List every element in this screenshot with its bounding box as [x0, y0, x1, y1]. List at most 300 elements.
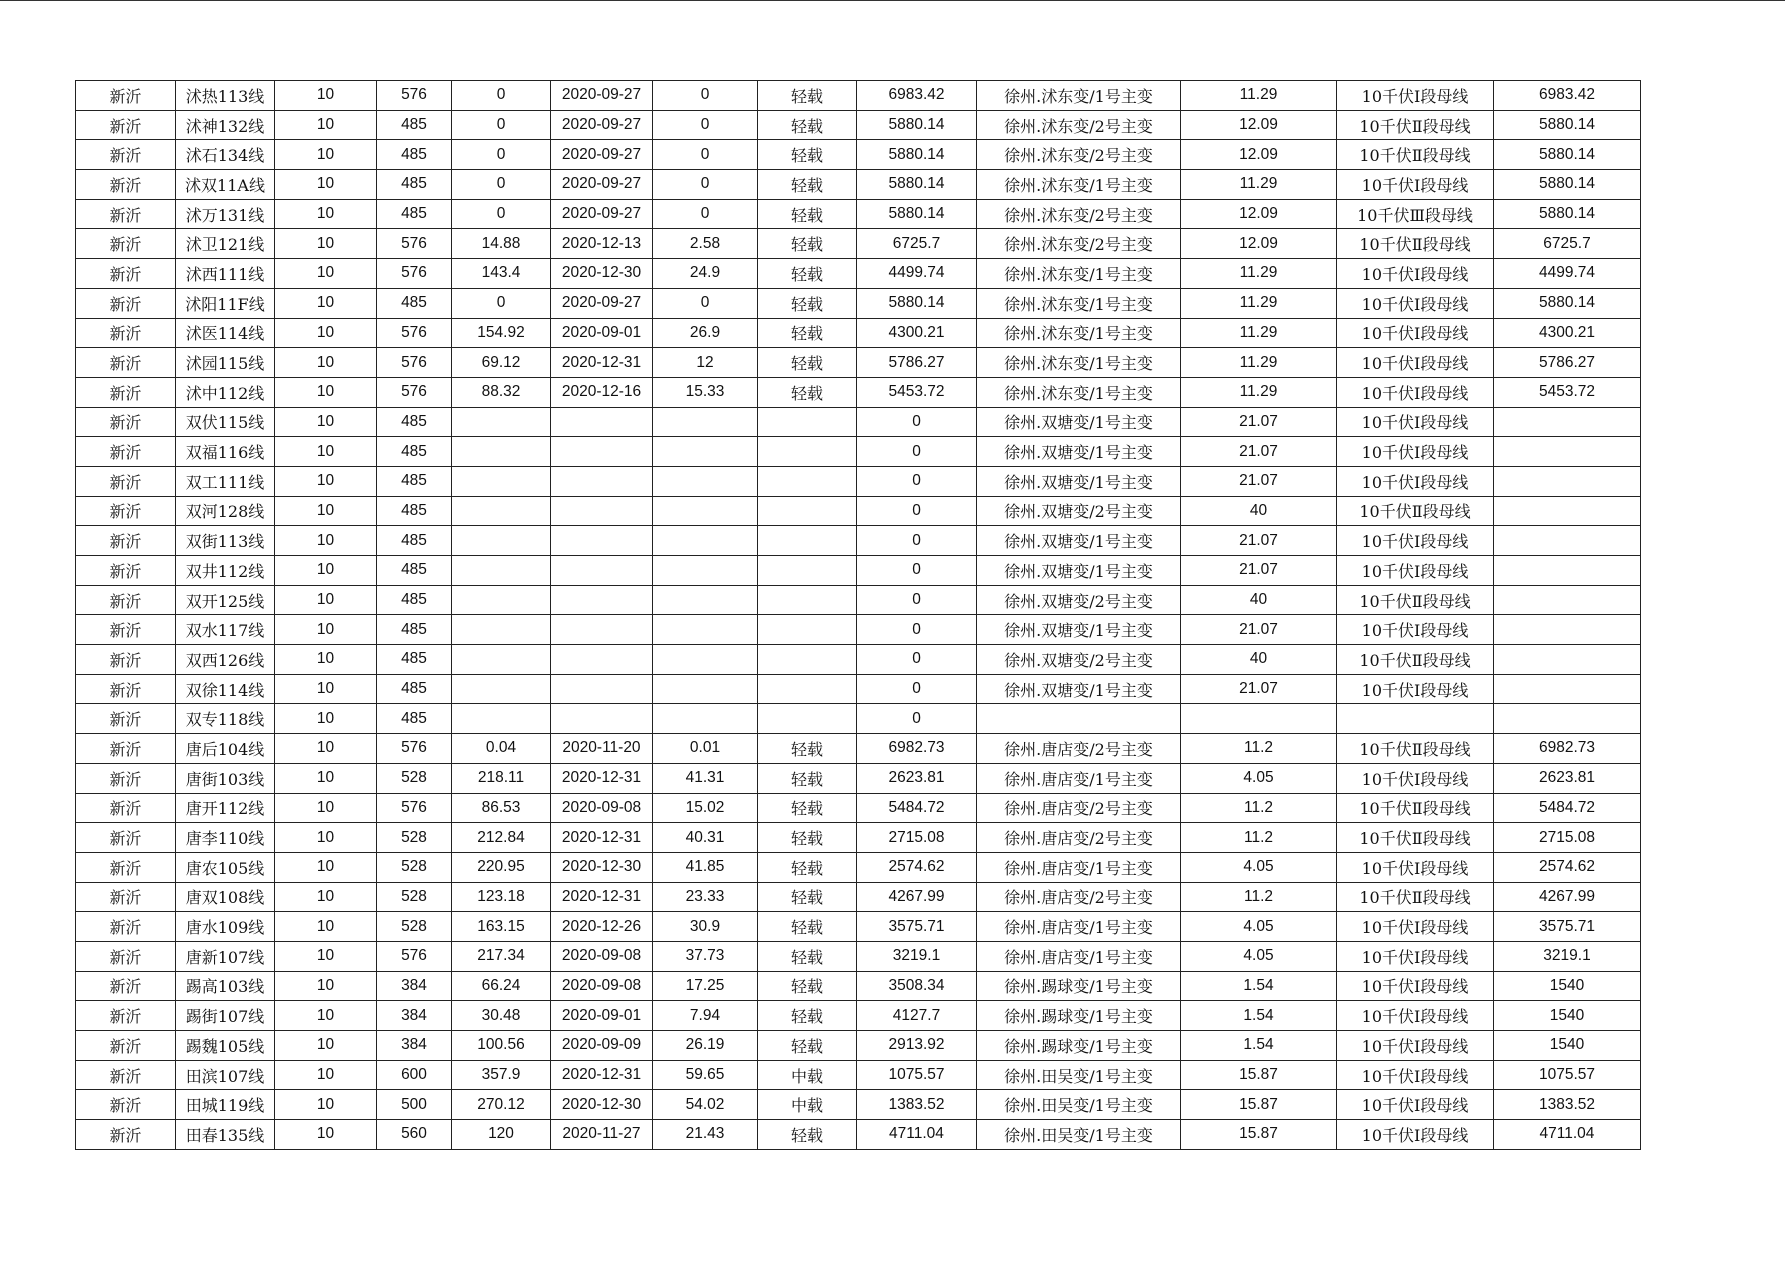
cell-load-rate: 2.58: [653, 229, 758, 259]
table-row: [76, 526, 1641, 556]
cell-voltage: 10: [275, 941, 377, 971]
cell-load-rate: 0: [653, 81, 758, 111]
cell-voltage: 10: [275, 704, 377, 734]
cell-load-status: [758, 407, 857, 437]
cell-load-rate: 15.33: [653, 377, 758, 407]
cell-voltage: 10: [275, 496, 377, 526]
cell-line-name: 沭中112线: [176, 377, 275, 407]
cell-available-capacity: 5880.14: [1494, 170, 1641, 200]
cell-region: 新沂: [76, 229, 176, 259]
cell-load-rate: 0: [653, 140, 758, 170]
cell-max-current: 270.12: [452, 1090, 551, 1120]
cell-rated-current: 576: [377, 259, 452, 289]
cell-line-name: 踢高103线: [176, 971, 275, 1001]
cell-load-rate: [653, 645, 758, 675]
cell-load-rate: 0: [653, 288, 758, 318]
cell-transformer: 徐州.唐店变/2号主变: [977, 734, 1181, 764]
cell-line-name: 唐开112线: [176, 793, 275, 823]
cell-margin: 2574.62: [857, 852, 977, 882]
cell-max-current: [452, 437, 551, 467]
cell-rated-current: 485: [377, 407, 452, 437]
cell-line-name: 双伏115线: [176, 407, 275, 437]
cell-transformer: 徐州.唐店变/1号主变: [977, 941, 1181, 971]
cell-rated-current: 485: [377, 556, 452, 586]
table-row: [76, 466, 1641, 496]
cell-rated-current: 576: [377, 377, 452, 407]
cell-voltage: 10: [275, 1031, 377, 1061]
cell-transformer-load: 21.07: [1181, 437, 1337, 467]
cell-date: 2020-12-31: [551, 348, 653, 378]
cell-margin: 1383.52: [857, 1090, 977, 1120]
cell-margin: 0: [857, 615, 977, 645]
cell-margin: 0: [857, 526, 977, 556]
cell-margin: 0: [857, 466, 977, 496]
cell-rated-current: 485: [377, 140, 452, 170]
cell-margin: 0: [857, 645, 977, 675]
cell-line-name: 沭阳11F线: [176, 288, 275, 318]
cell-rated-current: 485: [377, 585, 452, 615]
cell-transformer-load: 11.29: [1181, 259, 1337, 289]
cell-voltage: 10: [275, 1120, 377, 1150]
cell-date: 2020-12-31: [551, 823, 653, 853]
cell-load-rate: 17.25: [653, 971, 758, 1001]
cell-transformer: 徐州.沭东变/1号主变: [977, 348, 1181, 378]
cell-transformer-load: 11.2: [1181, 734, 1337, 764]
cell-load-rate: [653, 704, 758, 734]
cell-max-current: 0: [452, 110, 551, 140]
cell-available-capacity: 3575.71: [1494, 912, 1641, 942]
cell-busbar: 10千伏Ⅰ段母线: [1337, 1090, 1494, 1120]
cell-load-rate: [653, 407, 758, 437]
cell-max-current: 120: [452, 1120, 551, 1150]
cell-line-name: 双井112线: [176, 556, 275, 586]
cell-busbar: [1337, 704, 1494, 734]
cell-transformer-load: 4.05: [1181, 852, 1337, 882]
cell-voltage: 10: [275, 882, 377, 912]
cell-load-rate: 15.02: [653, 793, 758, 823]
cell-rated-current: 485: [377, 437, 452, 467]
cell-load-status: [758, 704, 857, 734]
cell-available-capacity: 4267.99: [1494, 882, 1641, 912]
cell-transformer-load: 11.29: [1181, 81, 1337, 111]
cell-margin: 0: [857, 407, 977, 437]
table-row: [76, 585, 1641, 615]
cell-region: 新沂: [76, 81, 176, 111]
cell-region: 新沂: [76, 793, 176, 823]
cell-transformer-load: 1.54: [1181, 1001, 1337, 1031]
cell-line-name: 沭西111线: [176, 259, 275, 289]
cell-region: 新沂: [76, 645, 176, 675]
cell-busbar: 10千伏Ⅰ段母线: [1337, 556, 1494, 586]
cell-load-status: [758, 674, 857, 704]
cell-load-rate: 59.65: [653, 1060, 758, 1090]
table-row: [76, 1001, 1641, 1031]
cell-date: 2020-09-01: [551, 318, 653, 348]
cell-voltage: 10: [275, 615, 377, 645]
cell-load-rate: 0: [653, 170, 758, 200]
cell-max-current: 66.24: [452, 971, 551, 1001]
cell-transformer-load: 21.07: [1181, 556, 1337, 586]
cell-line-name: 双街113线: [176, 526, 275, 556]
cell-margin: 4267.99: [857, 882, 977, 912]
cell-max-current: 154.92: [452, 318, 551, 348]
cell-transformer: 徐州.双塘变/2号主变: [977, 645, 1181, 675]
cell-transformer-load: 21.07: [1181, 615, 1337, 645]
table-row: [76, 259, 1641, 289]
cell-max-current: 69.12: [452, 348, 551, 378]
cell-available-capacity: [1494, 615, 1641, 645]
cell-region: 新沂: [76, 941, 176, 971]
table-row: [76, 852, 1641, 882]
cell-transformer-load: 4.05: [1181, 941, 1337, 971]
cell-region: 新沂: [76, 170, 176, 200]
cell-busbar: 10千伏Ⅰ段母线: [1337, 526, 1494, 556]
cell-max-current: 143.4: [452, 259, 551, 289]
cell-line-name: 沭万131线: [176, 199, 275, 229]
cell-transformer: 徐州.双塘变/2号主变: [977, 585, 1181, 615]
cell-available-capacity: [1494, 674, 1641, 704]
cell-busbar: 10千伏Ⅰ段母线: [1337, 1031, 1494, 1061]
table-body: [76, 81, 1641, 1150]
cell-region: 新沂: [76, 199, 176, 229]
cell-margin: 5453.72: [857, 377, 977, 407]
cell-busbar: 10千伏Ⅰ段母线: [1337, 170, 1494, 200]
cell-transformer: 徐州.踢球变/1号主变: [977, 1031, 1181, 1061]
cell-busbar: 10千伏Ⅱ段母线: [1337, 734, 1494, 764]
cell-voltage: 10: [275, 793, 377, 823]
cell-transformer: 徐州.唐店变/1号主变: [977, 912, 1181, 942]
top-border-line: [0, 0, 1785, 1]
cell-busbar: 10千伏Ⅲ段母线: [1337, 199, 1494, 229]
cell-load-status: 轻载: [758, 852, 857, 882]
cell-date: 2020-09-27: [551, 81, 653, 111]
cell-transformer: 徐州.踢球变/1号主变: [977, 1001, 1181, 1031]
cell-rated-current: 485: [377, 645, 452, 675]
cell-load-status: [758, 556, 857, 586]
table-row: [76, 496, 1641, 526]
table-row: [76, 823, 1641, 853]
cell-rated-current: 576: [377, 229, 452, 259]
cell-transformer: 徐州.沭东变/2号主变: [977, 199, 1181, 229]
cell-date: [551, 556, 653, 586]
cell-voltage: 10: [275, 1090, 377, 1120]
cell-transformer-load: 1.54: [1181, 1031, 1337, 1061]
cell-available-capacity: [1494, 407, 1641, 437]
cell-margin: 0: [857, 437, 977, 467]
cell-transformer-load: 11.29: [1181, 170, 1337, 200]
cell-date: 2020-09-08: [551, 971, 653, 1001]
cell-transformer: 徐州.沭东变/1号主变: [977, 259, 1181, 289]
cell-available-capacity: 5880.14: [1494, 199, 1641, 229]
cell-region: 新沂: [76, 259, 176, 289]
cell-line-name: 唐街103线: [176, 763, 275, 793]
cell-voltage: 10: [275, 437, 377, 467]
cell-load-status: 轻载: [758, 941, 857, 971]
cell-available-capacity: 1075.57: [1494, 1060, 1641, 1090]
cell-load-rate: 30.9: [653, 912, 758, 942]
cell-busbar: 10千伏Ⅱ段母线: [1337, 496, 1494, 526]
cell-transformer-load: 4.05: [1181, 763, 1337, 793]
cell-available-capacity: 5880.14: [1494, 288, 1641, 318]
cell-max-current: 0: [452, 140, 551, 170]
cell-transformer: 徐州.田吴变/1号主变: [977, 1120, 1181, 1150]
cell-date: 2020-11-20: [551, 734, 653, 764]
cell-available-capacity: 4499.74: [1494, 259, 1641, 289]
cell-transformer: 徐州.双塘变/1号主变: [977, 407, 1181, 437]
cell-region: 新沂: [76, 556, 176, 586]
cell-rated-current: 528: [377, 852, 452, 882]
table-row: [76, 229, 1641, 259]
cell-max-current: 0: [452, 199, 551, 229]
cell-load-rate: 37.73: [653, 941, 758, 971]
cell-transformer-load: 12.09: [1181, 229, 1337, 259]
table-row: [76, 793, 1641, 823]
table-row: [76, 615, 1641, 645]
table-row: [76, 318, 1641, 348]
cell-busbar: 10千伏Ⅰ段母线: [1337, 971, 1494, 1001]
cell-available-capacity: [1494, 704, 1641, 734]
cell-rated-current: 485: [377, 199, 452, 229]
cell-date: 2020-09-08: [551, 941, 653, 971]
cell-transformer-load: 21.07: [1181, 526, 1337, 556]
cell-max-current: 100.56: [452, 1031, 551, 1061]
cell-line-name: 沭双11A线: [176, 170, 275, 200]
cell-date: [551, 437, 653, 467]
cell-region: 新沂: [76, 407, 176, 437]
cell-rated-current: 485: [377, 288, 452, 318]
cell-available-capacity: [1494, 526, 1641, 556]
cell-rated-current: 560: [377, 1120, 452, 1150]
cell-line-name: 双工111线: [176, 466, 275, 496]
table-row: [76, 882, 1641, 912]
cell-line-name: 唐新107线: [176, 941, 275, 971]
cell-rated-current: 576: [377, 941, 452, 971]
cell-load-status: 轻载: [758, 377, 857, 407]
cell-voltage: 10: [275, 259, 377, 289]
cell-region: 新沂: [76, 882, 176, 912]
cell-busbar: 10千伏Ⅰ段母线: [1337, 674, 1494, 704]
table-row: [76, 140, 1641, 170]
cell-transformer-load: 40: [1181, 645, 1337, 675]
cell-transformer-load: 1.54: [1181, 971, 1337, 1001]
cell-line-name: 唐李110线: [176, 823, 275, 853]
cell-transformer: 徐州.双塘变/1号主变: [977, 556, 1181, 586]
cell-transformer: 徐州.沭东变/2号主变: [977, 229, 1181, 259]
cell-voltage: 10: [275, 466, 377, 496]
cell-available-capacity: 5453.72: [1494, 377, 1641, 407]
cell-region: 新沂: [76, 348, 176, 378]
table-row: [76, 734, 1641, 764]
cell-transformer: 徐州.唐店变/1号主变: [977, 852, 1181, 882]
cell-transformer-load: 40: [1181, 496, 1337, 526]
cell-region: 新沂: [76, 734, 176, 764]
cell-rated-current: 576: [377, 318, 452, 348]
cell-voltage: 10: [275, 852, 377, 882]
cell-busbar: 10千伏Ⅰ段母线: [1337, 941, 1494, 971]
cell-load-rate: 0: [653, 199, 758, 229]
cell-transformer-load: 15.87: [1181, 1060, 1337, 1090]
cell-busbar: 10千伏Ⅰ段母线: [1337, 615, 1494, 645]
cell-rated-current: 485: [377, 466, 452, 496]
table-row: [76, 1090, 1641, 1120]
cell-rated-current: 576: [377, 734, 452, 764]
cell-rated-current: 600: [377, 1060, 452, 1090]
cell-transformer: 徐州.田吴变/1号主变: [977, 1060, 1181, 1090]
cell-load-status: 轻载: [758, 229, 857, 259]
cell-transformer: 徐州.沭东变/1号主变: [977, 81, 1181, 111]
cell-rated-current: 500: [377, 1090, 452, 1120]
cell-available-capacity: 1383.52: [1494, 1090, 1641, 1120]
cell-date: [551, 466, 653, 496]
cell-load-status: 轻载: [758, 734, 857, 764]
cell-region: 新沂: [76, 377, 176, 407]
cell-transformer: 徐州.沭东变/1号主变: [977, 288, 1181, 318]
cell-available-capacity: 3219.1: [1494, 941, 1641, 971]
cell-line-name: 双专118线: [176, 704, 275, 734]
cell-busbar: 10千伏Ⅰ段母线: [1337, 1120, 1494, 1150]
cell-margin: 5786.27: [857, 348, 977, 378]
cell-transformer: 徐州.双塘变/1号主变: [977, 674, 1181, 704]
cell-available-capacity: 4300.21: [1494, 318, 1641, 348]
cell-busbar: 10千伏Ⅱ段母线: [1337, 882, 1494, 912]
cell-voltage: 10: [275, 763, 377, 793]
cell-load-rate: 0: [653, 110, 758, 140]
cell-margin: 5880.14: [857, 170, 977, 200]
cell-line-name: 双徐114线: [176, 674, 275, 704]
table-row: [76, 763, 1641, 793]
cell-date: 2020-09-27: [551, 170, 653, 200]
cell-max-current: 218.11: [452, 763, 551, 793]
cell-region: 新沂: [76, 823, 176, 853]
cell-max-current: 0: [452, 170, 551, 200]
cell-load-status: 轻载: [758, 318, 857, 348]
cell-busbar: 10千伏Ⅰ段母线: [1337, 377, 1494, 407]
cell-max-current: 30.48: [452, 1001, 551, 1031]
cell-load-rate: 23.33: [653, 882, 758, 912]
cell-load-rate: 41.31: [653, 763, 758, 793]
cell-transformer: 徐州.双塘变/1号主变: [977, 437, 1181, 467]
cell-rated-current: 485: [377, 170, 452, 200]
cell-load-status: 轻载: [758, 170, 857, 200]
cell-load-status: 中载: [758, 1060, 857, 1090]
cell-transformer: 徐州.唐店变/2号主变: [977, 823, 1181, 853]
cell-load-status: 轻载: [758, 288, 857, 318]
cell-max-current: 0: [452, 288, 551, 318]
cell-voltage: 10: [275, 1001, 377, 1031]
cell-available-capacity: 1540: [1494, 971, 1641, 1001]
cell-rated-current: 485: [377, 110, 452, 140]
cell-date: 2020-12-30: [551, 852, 653, 882]
cell-rated-current: 528: [377, 882, 452, 912]
cell-busbar: 10千伏Ⅰ段母线: [1337, 852, 1494, 882]
cell-line-name: 踢街107线: [176, 1001, 275, 1031]
cell-date: [551, 645, 653, 675]
cell-margin: 6982.73: [857, 734, 977, 764]
cell-region: 新沂: [76, 110, 176, 140]
cell-load-status: 轻载: [758, 763, 857, 793]
cell-max-current: [452, 526, 551, 556]
cell-rated-current: 485: [377, 704, 452, 734]
cell-transformer-load: 11.29: [1181, 288, 1337, 318]
cell-region: 新沂: [76, 971, 176, 1001]
table-row: [76, 912, 1641, 942]
cell-available-capacity: 2715.08: [1494, 823, 1641, 853]
cell-transformer: 徐州.双塘变/2号主变: [977, 496, 1181, 526]
cell-transformer-load: 11.2: [1181, 793, 1337, 823]
cell-load-status: 轻载: [758, 971, 857, 1001]
cell-transformer: 徐州.唐店变/1号主变: [977, 763, 1181, 793]
cell-busbar: 10千伏Ⅱ段母线: [1337, 645, 1494, 675]
cell-transformer-load: 11.2: [1181, 823, 1337, 853]
cell-load-rate: 24.9: [653, 259, 758, 289]
cell-voltage: 10: [275, 140, 377, 170]
cell-margin: 5484.72: [857, 793, 977, 823]
cell-margin: 4127.7: [857, 1001, 977, 1031]
cell-margin: 1075.57: [857, 1060, 977, 1090]
cell-region: 新沂: [76, 852, 176, 882]
cell-rated-current: 528: [377, 823, 452, 853]
cell-date: 2020-09-27: [551, 140, 653, 170]
cell-voltage: 10: [275, 526, 377, 556]
cell-available-capacity: 1540: [1494, 1001, 1641, 1031]
cell-load-rate: [653, 496, 758, 526]
table-row: [76, 704, 1641, 734]
cell-transformer-load: 21.07: [1181, 674, 1337, 704]
table-row: [76, 1120, 1641, 1150]
cell-voltage: 10: [275, 288, 377, 318]
cell-max-current: [452, 496, 551, 526]
cell-line-name: 唐水109线: [176, 912, 275, 942]
cell-load-rate: [653, 437, 758, 467]
cell-date: 2020-12-26: [551, 912, 653, 942]
cell-line-name: 田春135线: [176, 1120, 275, 1150]
cell-region: 新沂: [76, 437, 176, 467]
cell-busbar: 10千伏Ⅰ段母线: [1337, 318, 1494, 348]
cell-load-status: [758, 437, 857, 467]
cell-transformer: 徐州.唐店变/2号主变: [977, 793, 1181, 823]
cell-rated-current: 384: [377, 1031, 452, 1061]
cell-max-current: 88.32: [452, 377, 551, 407]
cell-line-name: 沭卫121线: [176, 229, 275, 259]
table-row: [76, 348, 1641, 378]
cell-voltage: 10: [275, 674, 377, 704]
cell-load-status: 轻载: [758, 1031, 857, 1061]
cell-transformer-load: 11.29: [1181, 318, 1337, 348]
cell-max-current: 0.04: [452, 734, 551, 764]
cell-voltage: 10: [275, 971, 377, 1001]
cell-region: 新沂: [76, 318, 176, 348]
cell-voltage: 10: [275, 823, 377, 853]
cell-voltage: 10: [275, 110, 377, 140]
table-row: [76, 170, 1641, 200]
cell-load-status: 轻载: [758, 199, 857, 229]
cell-line-name: 沭园115线: [176, 348, 275, 378]
table-row: [76, 941, 1641, 971]
cell-load-status: 轻载: [758, 140, 857, 170]
cell-date: [551, 615, 653, 645]
cell-region: 新沂: [76, 140, 176, 170]
cell-margin: 6983.42: [857, 81, 977, 111]
cell-load-status: [758, 496, 857, 526]
cell-load-rate: 0.01: [653, 734, 758, 764]
cell-busbar: 10千伏Ⅱ段母线: [1337, 229, 1494, 259]
cell-load-status: 轻载: [758, 348, 857, 378]
cell-load-rate: [653, 526, 758, 556]
cell-busbar: 10千伏Ⅱ段母线: [1337, 585, 1494, 615]
cell-margin: 4499.74: [857, 259, 977, 289]
cell-available-capacity: 4711.04: [1494, 1120, 1641, 1150]
cell-line-name: 唐双108线: [176, 882, 275, 912]
